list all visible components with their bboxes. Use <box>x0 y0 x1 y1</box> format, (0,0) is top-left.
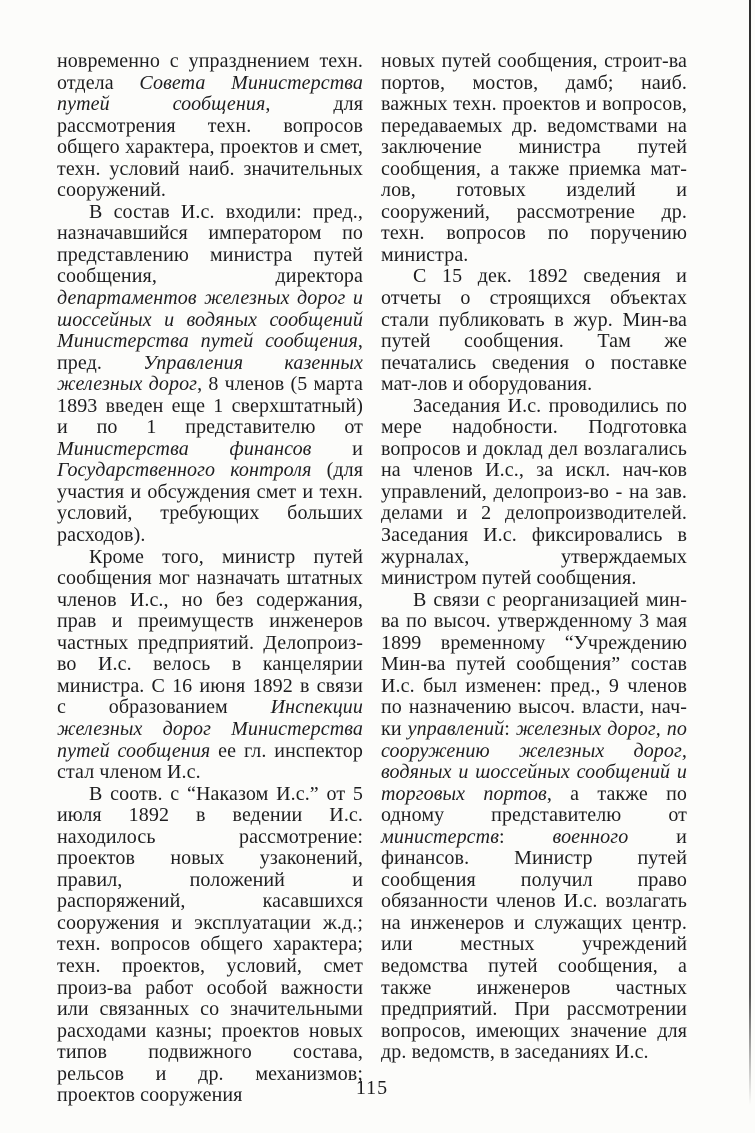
paragraph <box>381 396 687 590</box>
paragraph <box>381 266 687 395</box>
text-run: ее гл. инспектор стал членом И.с. <box>57 739 364 784</box>
italic-text-run: Министерства финансов <box>57 437 312 460</box>
text-run: новых путей сообщения, строит-ва портов, мостов, дамб; наиб. важных техн. проектов и вопросов, передаваемых др. ведомствами на заключение министра путей сообщения, а также приемка мат-лов, готовых изделий и сооружений, рассмотрение др. техн. вопросов по поручению министра. <box>381 50 687 266</box>
text-run: Заседания И.с. проводились по мере надобности. Подготовка вопросов и доклад дел возлагались на членов И.с., за искл. нач-ков управлений, делопроиз-во - на зав. делами и 2 делопроизводителей. Заседания И.с. фиксировались в журналах, утверждаемых министром путей сообщения. <box>381 394 687 590</box>
text-run: Кроме того, министр путей сообщения мог назначать штатных членов И.с., но без содержания, прав и преимуществ инженеров частных предприятий. Делопроиз-во И.с. велось в канцелярии министра. С 16 июня 1892 в связи с образованием <box>57 545 363 719</box>
page-number: 115 <box>355 1077 389 1099</box>
italic-text-run: Инспекции железных дорог Министерства путей сообщения <box>57 696 363 762</box>
text-run: С 15 дек. 1892 сведения и отчеты о строящихся объектах стали публиковать в жур. Мин-ва путей сообщения. Там же печатались сведения о поставке мат-лов и оборудования. <box>381 265 687 396</box>
paragraph <box>57 202 363 547</box>
italic-text-run: департаментов железных дорог и шоссейных и водяных сообщений Министерства путей сообщения <box>57 287 363 353</box>
italic-text-run: министерств <box>381 825 499 848</box>
text-run: , для рассмотрения техн. вопросов общего характера, проектов и смет, техн. условий наиб. значительных сооружений. <box>57 93 364 202</box>
text-run: (для участия и обсуждения смет и техн. условий, требующих больших расходов). <box>57 459 363 547</box>
two-column-text-block <box>57 51 687 1107</box>
italic-text-run: железных дорог, по сооружению железных дорог, водяных и шоссейных сообщений и торговых портов <box>381 717 687 805</box>
text-run: , 8 членов (5 марта 1893 введен еще 1 сверхштатный) и по 1 представителю от <box>57 373 363 439</box>
text-run: и финансов. Министр путей сообщения получил право обязанности членов И.с. возлагать на инженеров и служащих центр. или местных учреждений ведомства путей сообщения, а также инженеров частных предприятий. При рассмотрении вопросов, имеющих значение для др. ведомств, в заседаниях И.с. <box>381 825 687 1064</box>
text-run: , пред. <box>57 330 363 374</box>
text-run: : <box>499 825 553 848</box>
text-column-left <box>57 51 363 1107</box>
italic-text-run: военного <box>552 825 629 848</box>
italic-text-run: Государственного контроля <box>57 459 312 482</box>
italic-text-run: управлений <box>407 717 505 740</box>
text-column-right <box>381 51 687 1107</box>
italic-text-run: Совета Министерства путей сообщения <box>57 71 363 116</box>
text-run: , а также по одному представителю от <box>381 782 687 827</box>
text-run: В соотв. с “Наказом И.с.” от 5 июля 1892 в ведении И.с. находилось рассмотрение: проектов новых узаконений, правил, положений и распоряжений, касавшихся сооружения и эксплуатации ж.д.; техн. вопросов общего характера; техн. проектов, условий, смет произ-ва работ особой важности или связанных со значительными расходами казны; проектов новых типов подвижного состава, рельсов и др. механизмов; проектов сооружения <box>57 782 363 1107</box>
text-run: и <box>311 437 363 460</box>
italic-text-run: Управления казенных железных дорог <box>57 351 363 396</box>
paragraph <box>57 547 363 784</box>
paragraph <box>57 784 363 1107</box>
paragraph <box>381 590 687 1064</box>
scan-edge-line <box>749 0 751 1105</box>
text-run: новременно с упразднением техн. отдела <box>57 50 363 94</box>
text-run: В связи с реорганизацией мин-ва по высоч. утвержденному 3 мая 1899 временному “Учреждению Мин-ва путей сообщения” состав И.с. был изменен: пред., 9 членов по назначению высоч. власти, нач-ки <box>381 588 687 740</box>
paragraph <box>381 51 687 266</box>
text-run: : <box>504 717 516 740</box>
text-run: В состав И.с. входили: пред., назначавшийся императором по представлению министра путей сообщения, директора <box>57 200 363 288</box>
paragraph <box>57 51 363 202</box>
